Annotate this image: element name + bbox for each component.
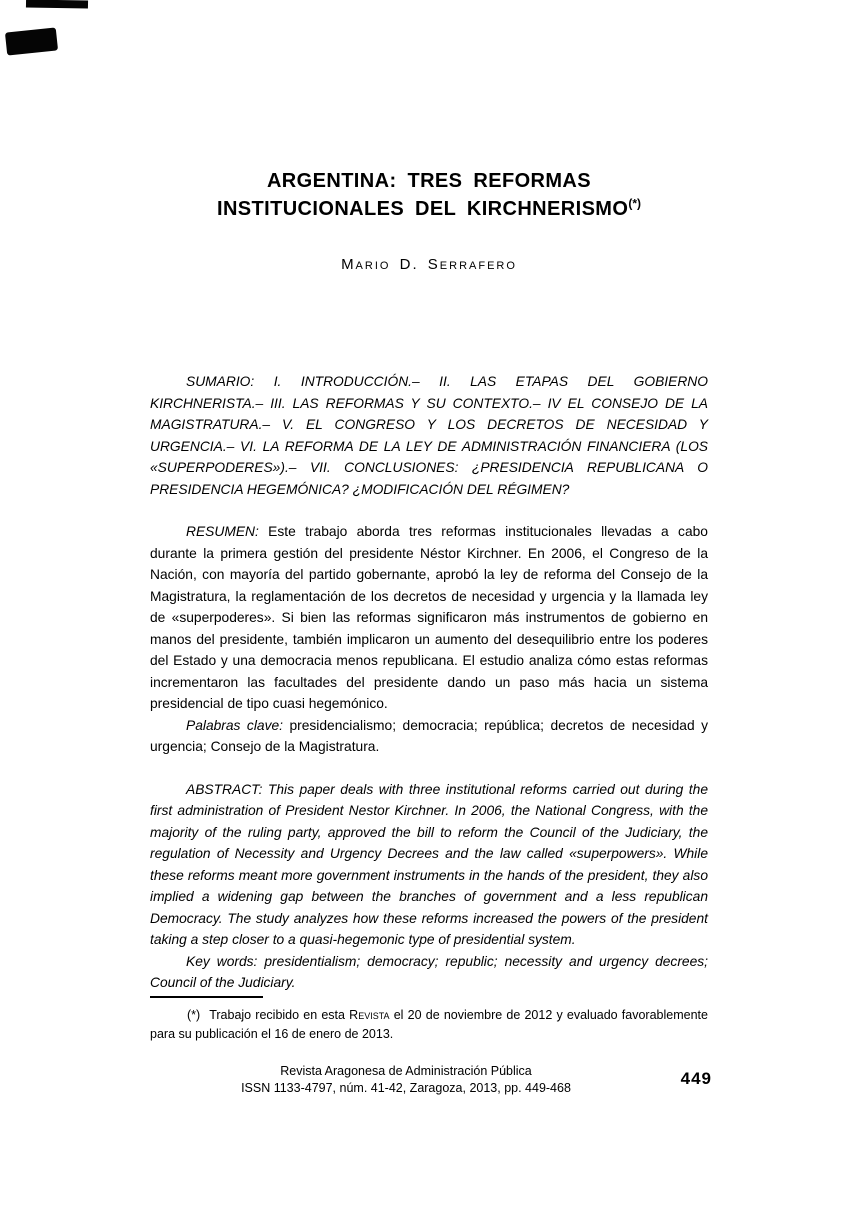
- scan-artifact-top: [26, 0, 88, 9]
- scan-artifact-left: [5, 27, 58, 55]
- footnote-rule: [150, 996, 263, 998]
- page-number: 449: [680, 1069, 712, 1088]
- key-words-label: Key words:: [186, 953, 258, 969]
- abstract-label: ABSTRACT:: [186, 781, 263, 797]
- page-title-text-2: INSTITUCIONALES DEL KIRCHNERISMO: [216, 197, 629, 220]
- journal-name: Revista Aragonesa de Administración Pública: [280, 1064, 532, 1078]
- abstract-paragraph: [150, 779, 708, 951]
- palabras-clave-text: presidencialismo; democracia; república; decretos de necesidad y urgencia; Consejo de la Magistratura.: [150, 717, 708, 754]
- title-footnote-marker: (*): [628, 195, 641, 210]
- footnote-text-before: Trabajo recibido en esta: [209, 1008, 345, 1022]
- resumen-paragraph: [150, 521, 708, 715]
- abstract-text: This paper deals with three institutional reforms carried out during the first administration of President Nestor Kirchner. In 2006, the National Congress, with the majority of the ruling party, approved the bill to reform the Council of the Judiciary, the regulation of Necessity and Urgency Decrees and the law called «superpowers». While these reforms meant more government instruments in the hands of the president, they also implied a widening gap between the branches of government and a less republican Democracy. The study analyzes how these reforms increased the powers of the president taking a step closer to a quasi-hegemonic type of presidential system.: [150, 781, 708, 947]
- key-words-text: presidentialism; democracy; republic; necessity and urgency decrees; Council of the Judiciary.: [150, 953, 708, 990]
- sumario-text: I. INTRODUCCIÓN.– II. LAS ETAPAS DEL GOBIERNO KIRCHNERISTA.– III. LAS REFORMAS Y SU CONTEXTO.– IV EL CONSEJO DE LA MAGISTRATURA.– V. EL CONGRESO Y LOS DECRETOS DE NECESIDAD Y URGENCIA.– VI. LA REFORMA DE LA LEY DE ADMINISTRACIÓN FINANCIERA (LOS «SUPERPODERES»).– VII. CONCLUSIONES: ¿PRESIDENCIA REPUBLICANA O PRESIDENCIA HEGEMÓNICA? ¿MODIFICACIÓN DEL RÉGIMEN?: [150, 374, 708, 497]
- journal-footer: [150, 1063, 662, 1096]
- key-words-paragraph: [150, 951, 708, 994]
- footnote-paragraph: [150, 1006, 708, 1043]
- page-title-line-2: [150, 196, 708, 224]
- resumen-label: RESUMEN:: [186, 524, 259, 539]
- page-title: [150, 168, 708, 223]
- palabras-clave-paragraph: [150, 715, 708, 758]
- author-name: Mario D. Serrafero: [341, 256, 517, 273]
- page-title-text-1: ARGENTINA: TRES REFORMAS: [266, 170, 592, 192]
- sumario-label: SUMARIO:: [186, 374, 255, 389]
- issn-line: ISSN 1133-4797, núm. 41-42, Zaragoza, 2013, pp. 449-468: [241, 1080, 571, 1095]
- palabras-clave-label: Palabras clave:: [186, 717, 283, 733]
- footnote-marker: (*): [187, 1008, 201, 1022]
- page-title-line-1: [150, 168, 708, 196]
- footnote-revista-smallcaps: Revista: [349, 1008, 390, 1022]
- article-front-matter: [150, 371, 708, 994]
- resumen-text: Este trabajo aborda tres reformas institucionales llevadas a cabo durante la primera gestión del presidente Néstor Kirchner. En 2006, el Congreso de la Nación, con mayoría del partido gobernante, aprobó la ley de reforma del Consejo de la Magistratura, la reglamentación de los decretos de necesidad y urgencia y la llamada ley de «superpoderes». Si bien las reformas significaron más instrumentos de gobierno en manos del presidente, también implicaron un aumento del desequilibrio entre los poderes del Estado y una democracia menos republicana. El estudio analiza cómo estas reformas incrementaron las facultades del presidente dando un paso más hacia un sistema presidencial de tipo cuasi hegemónico.: [150, 524, 708, 711]
- footnote-text-after: el 20 de noviembre de 2012 y evaluado favorablemente para su publicación el 16 de enero de 2013.: [150, 1008, 708, 1041]
- sumario-paragraph: [150, 371, 708, 500]
